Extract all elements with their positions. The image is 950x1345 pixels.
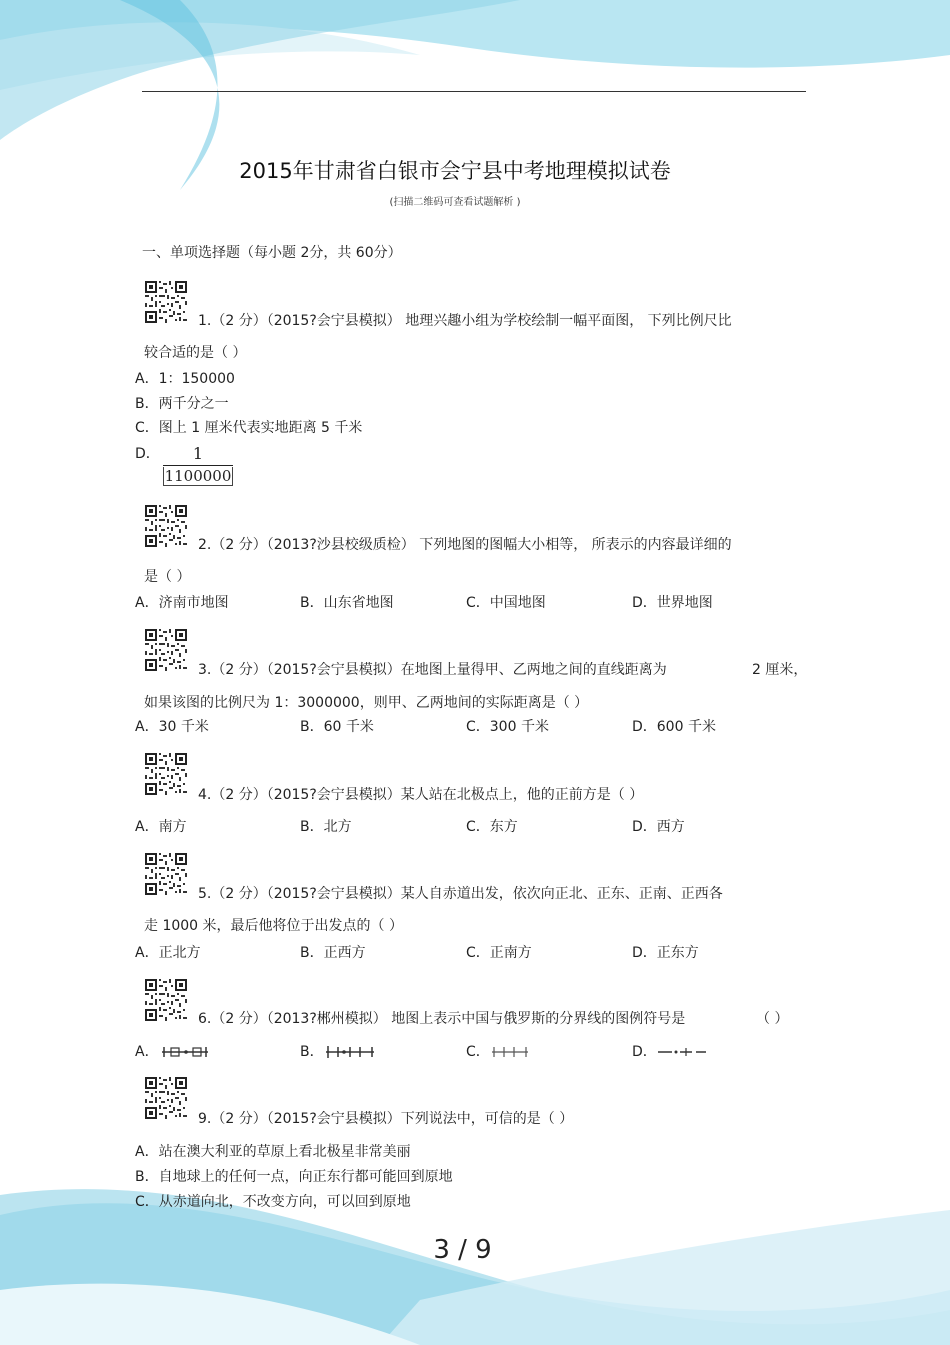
option-c: C．300 千米 (466, 719, 549, 735)
option-a: A．站在澳大利亚的草原上看北极星非常美丽 (135, 1144, 411, 1160)
fraction-denominator: 1100000 (164, 467, 232, 485)
option-a: A． (135, 1044, 159, 1060)
option-c: C．正南方 (466, 945, 532, 961)
option-a: A．1：150000 (135, 371, 235, 387)
option-a: A．济南市地图 (135, 595, 229, 611)
fraction-numerator: 1 (192, 444, 204, 463)
option-b: B．60 千米 (300, 719, 374, 735)
question-5-text: 5.（2 分）（2015?会宁县模拟）某人自赤道出发，依次向正北、正东、正南、正西各 (198, 886, 723, 902)
option-c: C． (466, 1044, 490, 1060)
option-a: A．正北方 (135, 945, 201, 961)
option-c: C．从赤道向北，不改变方向，可以回到原地 (135, 1194, 411, 1210)
qr-code-icon[interactable] (144, 978, 188, 1022)
fraction-bar (163, 465, 233, 466)
scale-fraction (163, 445, 233, 487)
page-number: 3 / 9 (433, 1235, 492, 1265)
option-c: C．图上 1 厘米代表实地距离 5 千米 (135, 420, 363, 436)
option-b: B．自地球上的任何一点，向正东行都可能回到原地 (135, 1169, 453, 1185)
option-d: D． (135, 446, 160, 462)
option-d: D．世界地图 (632, 595, 713, 611)
option-a: A．30 千米 (135, 719, 209, 735)
boundary-symbol-a-icon (162, 1045, 222, 1059)
qr-code-icon[interactable] (144, 852, 188, 896)
question-1-text-cont: 较合适的是（ ） (144, 345, 247, 361)
option-d: D．西方 (632, 819, 685, 835)
option-b: B．正西方 (300, 945, 366, 961)
option-a: A．南方 (135, 819, 187, 835)
question-1-text: 1.（2 分）（2015?会宁县模拟） 地理兴趣小组为学校绘制一幅平面图， 下列比例尺比 (198, 313, 732, 329)
option-c: C．中国地图 (466, 595, 546, 611)
section-heading: 一、单项选择题（每小题 2分，共 60分） (142, 245, 402, 261)
option-c: C．东方 (466, 819, 518, 835)
question-3-text-cont: 如果该图的比例尺为 1：3000000，则甲、乙两地间的实际距离是（ ） (144, 695, 589, 711)
question-2-text-cont: 是（ ） (144, 569, 191, 585)
exam-subtitle: (扫描二维码可查看试题解析 ) (389, 197, 521, 208)
exam-title: 2015年甘肃省白银市会宁县中考地理模拟试卷 (239, 159, 671, 183)
boundary-symbol-b-icon (326, 1045, 386, 1059)
question-6-text: 6.（2 分）（2013?郴州模拟） 地图上表示中国与俄罗斯的分界线的图例符号是 (198, 1011, 686, 1027)
question-9-text: 9.（2 分）（2015?会宁县模拟）下列说法中，可信的是（ ） (198, 1111, 574, 1127)
qr-code-icon[interactable] (144, 280, 188, 324)
option-d: D．600 千米 (632, 719, 716, 735)
option-b: B．山东省地图 (300, 595, 394, 611)
option-b: B．北方 (300, 819, 352, 835)
qr-code-icon[interactable] (144, 504, 188, 548)
question-6-text-end: （ ） (756, 1011, 789, 1027)
option-b: B． (300, 1044, 324, 1060)
boundary-symbol-c-icon (492, 1045, 552, 1059)
qr-code-icon[interactable] (144, 752, 188, 796)
qr-code-icon[interactable] (144, 1076, 188, 1120)
header-rule (142, 91, 806, 92)
question-5-text-cont: 走 1000 米，最后他将位于出发点的（ ） (144, 918, 403, 934)
option-d: D．正东方 (632, 945, 699, 961)
boundary-symbol-d-icon (658, 1045, 718, 1059)
option-d: D． (632, 1044, 657, 1060)
qr-code-icon[interactable] (144, 628, 188, 672)
question-4-text: 4.（2 分）（2015?会宁县模拟）某人站在北极点上，他的正前方是（ ） (198, 787, 644, 803)
question-3-text: 3.（2 分）（2015?会宁县模拟）在地图上量得甲、乙两地之间的直线距离为 (198, 662, 667, 678)
question-3-text-end: 2 厘米， (752, 662, 808, 678)
question-2-text: 2.（2 分）（2013?沙县校级质检） 下列地图的图幅大小相等， 所表示的内容最详细的 (198, 537, 732, 553)
option-b: B．两千分之一 (135, 396, 229, 412)
